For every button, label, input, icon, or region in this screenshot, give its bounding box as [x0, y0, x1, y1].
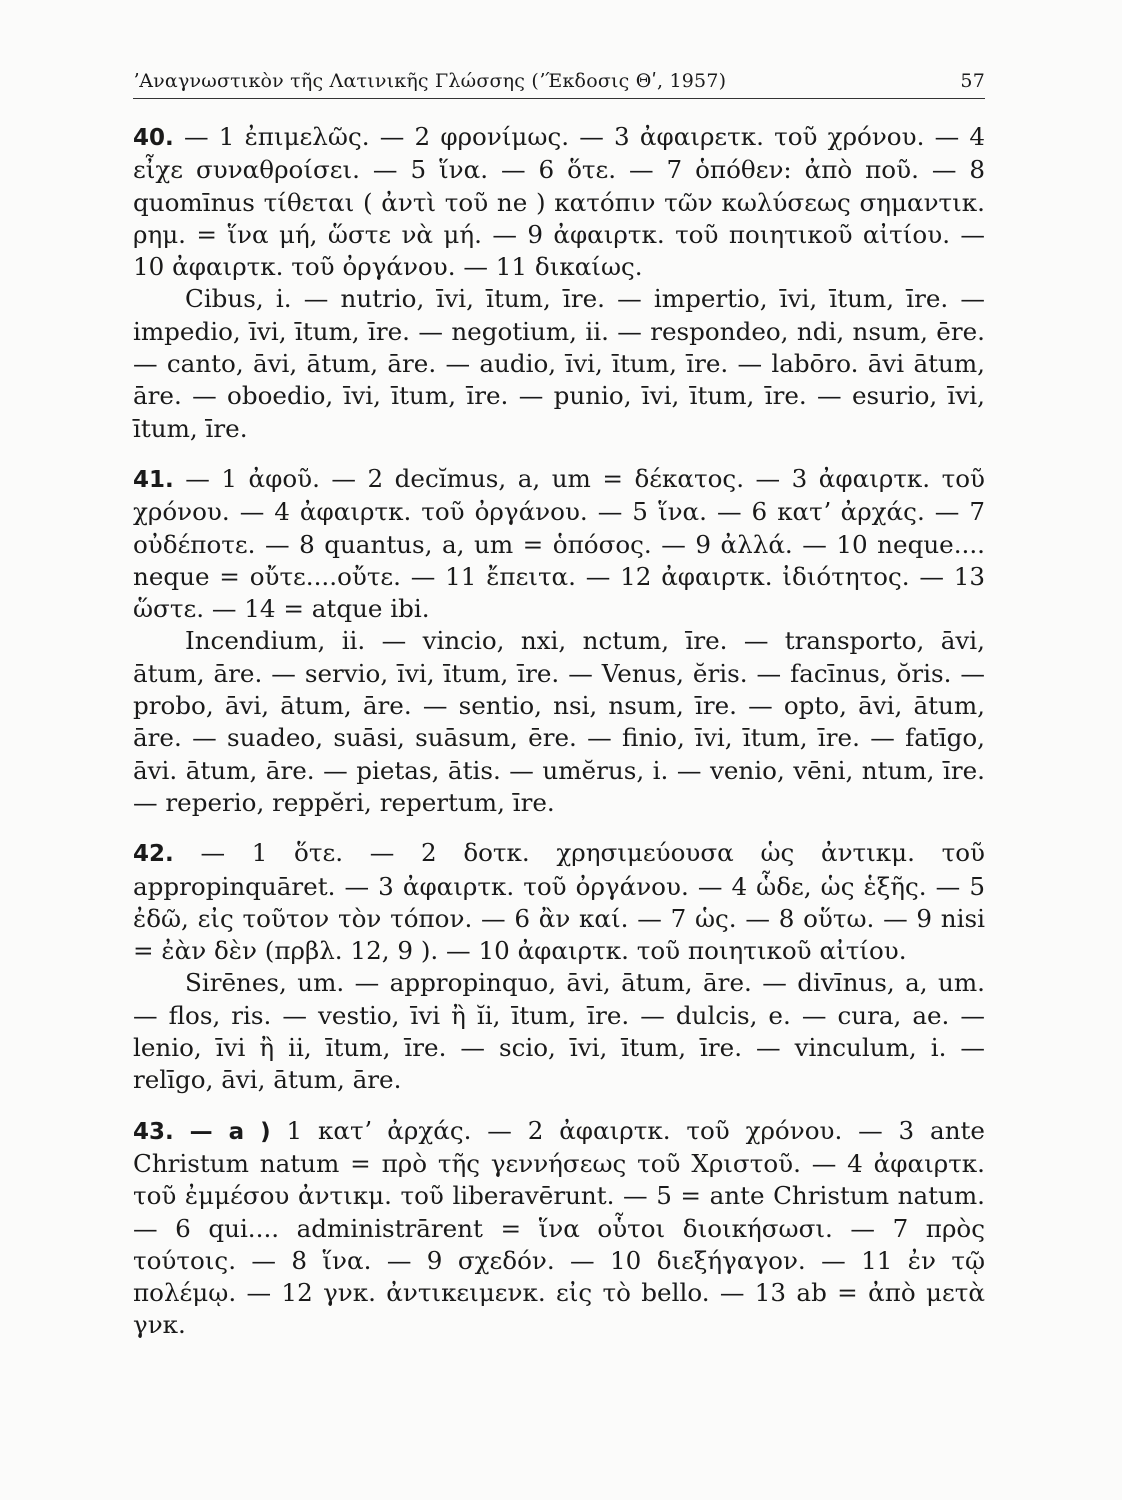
- page: [133, 70, 985, 1342]
- notes-text: 1 κατʼ ἀρχάς. — 2 ἀφαιρτκ. τοῦ χρόνου. — 3 ante Christum natum = πρὸ τῆς γεννήσεως τοῦ Χριστοῦ. — 4 ἀφαιρτκ. τοῦ ἐμμέσου ἀντικμ. τοῦ liberavērunt. — 5 = ante Christum natum. — 6 qui.... administrārent = ἵνα οὗτοι διοικήσωσι. — 7 πρὸς τούτοις. — 8 ἵνα. — 9 σχεδόν. — 10 διεξήγαγον. — 11 ἐν τῷ πολέμῳ. — 12 γνκ. ἀντικειμενκ. εἰς τὸ bello. — 13 ab = ἀπὸ μετὰ γνκ.: [133, 1115, 985, 1340]
- section-number: 41.: [133, 466, 174, 493]
- notes-paragraph: [133, 837, 985, 967]
- section-number: 43.: [133, 1118, 174, 1145]
- section-number: 42.: [133, 841, 174, 868]
- section-number: 40.: [133, 125, 174, 151]
- notes-paragraph: [133, 463, 985, 625]
- notes-text: — 1 ὅτε. — 2 δοτκ. χρησιμεύουσα ὡς ἀντικμ. τοῦ appropinquāret. — 3 ἀφαιρτκ. τοῦ ὀργάνου. — 4 ὧδε, ὡς ἑξῆς. — 5 ἐδῶ, εἰς τοῦτον τὸν τόπον. — 6 ἂν καί. — 7 ὡς. — 8 οὕτω. — 9 nisi = ἐὰν δὲν (πρβλ. 12, 9 ). — 10 ἀφαιρτκ. τοῦ ποιητικοῦ αἰτίου.: [133, 838, 985, 966]
- section-41: [133, 463, 985, 819]
- page-number: 57: [960, 70, 985, 92]
- section-40: [133, 121, 985, 445]
- section-42: [133, 837, 985, 1096]
- notes-text: — 1 ἀφοῦ. — 2 decĭmus, a, um = δέκατος. — 3 ἀφαιρτκ. τοῦ χρόνου. — 4 ἀφαιρτκ. τοῦ ὀργάνου. — 5 ἵνα. — 6 κατʼ ἀρχάς. — 7 οὐδέποτε. — 8 quantus, a, um = ὁπόσος. — 9 ἀλλά. — 10 neque.... neque = οὔτε....οὔτε. — 11 ἔπειτα. — 12 ἀφαιρτκ. ἰδιότητος. — 13 ὥστε. — 14 = atque ibi.: [133, 463, 985, 624]
- running-header: [133, 70, 985, 99]
- subsection-label: — a ): [189, 1118, 271, 1145]
- section-43: [133, 1115, 985, 1342]
- notes-paragraph: [133, 1115, 985, 1342]
- vocabulary-paragraph: Cibus, i. — nutrio, īvi, ītum, īre. — impertio, īvi, ītum, īre. — impedio, īvi, ītum, īre. — negotium, ii. — respondeo, ndi, nsum, ēre. — canto, āvi, ātum, āre. — audio, īvi, ītum, īre. — labōro. āvi ātum, āre. — oboedio, īvi, ītum, īre. — punio, īvi, ītum, īre. — esurio, īvi, ītum, īre.: [133, 284, 985, 443]
- header-title: ʼΑναγνωστικὸν τῆς Λατινικῆς Γλώσσης (ʼΈκδοσις Θʹ, 1957): [133, 70, 727, 92]
- notes-text: — 1 ἐπιμελῶς. — 2 φρονίμως. — 3 ἀφαιρετκ. τοῦ χρόνου. — 4 εἶχε συναθροίσει. — 5 ἵνα. — 6 ὅτε. — 7 ὁπόθεν: ἀπὸ ποῦ. — 8 quomīnus τίθεται ( ἀντὶ τοῦ ne ) κατόπιν τῶν κωλύσεως σημαντικ. ρημ. = ἵνα μή, ὥστε νὰ μή. — 9 ἀφαιρτκ. τοῦ ποιητικοῦ αἰτίου. — 10 ἀφαιρτκ. τοῦ ὀργάνου. — 11 δικαίως.: [133, 122, 986, 282]
- vocabulary-paragraph: Incendium, ii. — vincio, nxi, nctum, īre. — transporto, āvi, ātum, āre. — servio, īvi, ītum, īre. — Venus, ĕris. — facīnus, ŏris. — probo, āvi, ātum, āre. — sentio, nsi, nsum, īre. — opto, āvi, ātum, āre. — suadeo, suāsi, suāsum, ēre. — finio, īvi, ītum, īre. — fatīgo, āvi. ātum, āre. — pietas, ātis. — umĕrus, i. — venio, vēni, ntum, īre. — reperio, reppĕri, repertum, īre.: [133, 626, 985, 817]
- notes-paragraph: [133, 121, 985, 283]
- body-text: [133, 121, 985, 1342]
- vocabulary-paragraph: Sirēnes, um. — appropinquo, āvi, ātum, āre. — divīnus, a, um. — flos, ris. — vestio, īvi ἢ ĭi, ītum, īre. — dulcis, e. — cura, ae. — lenio, īvi ἢ ii, ītum, īre. — scio, īvi, ītum, īre. — vinculum, i. — relīgo, āvi, ātum, āre.: [133, 968, 985, 1095]
